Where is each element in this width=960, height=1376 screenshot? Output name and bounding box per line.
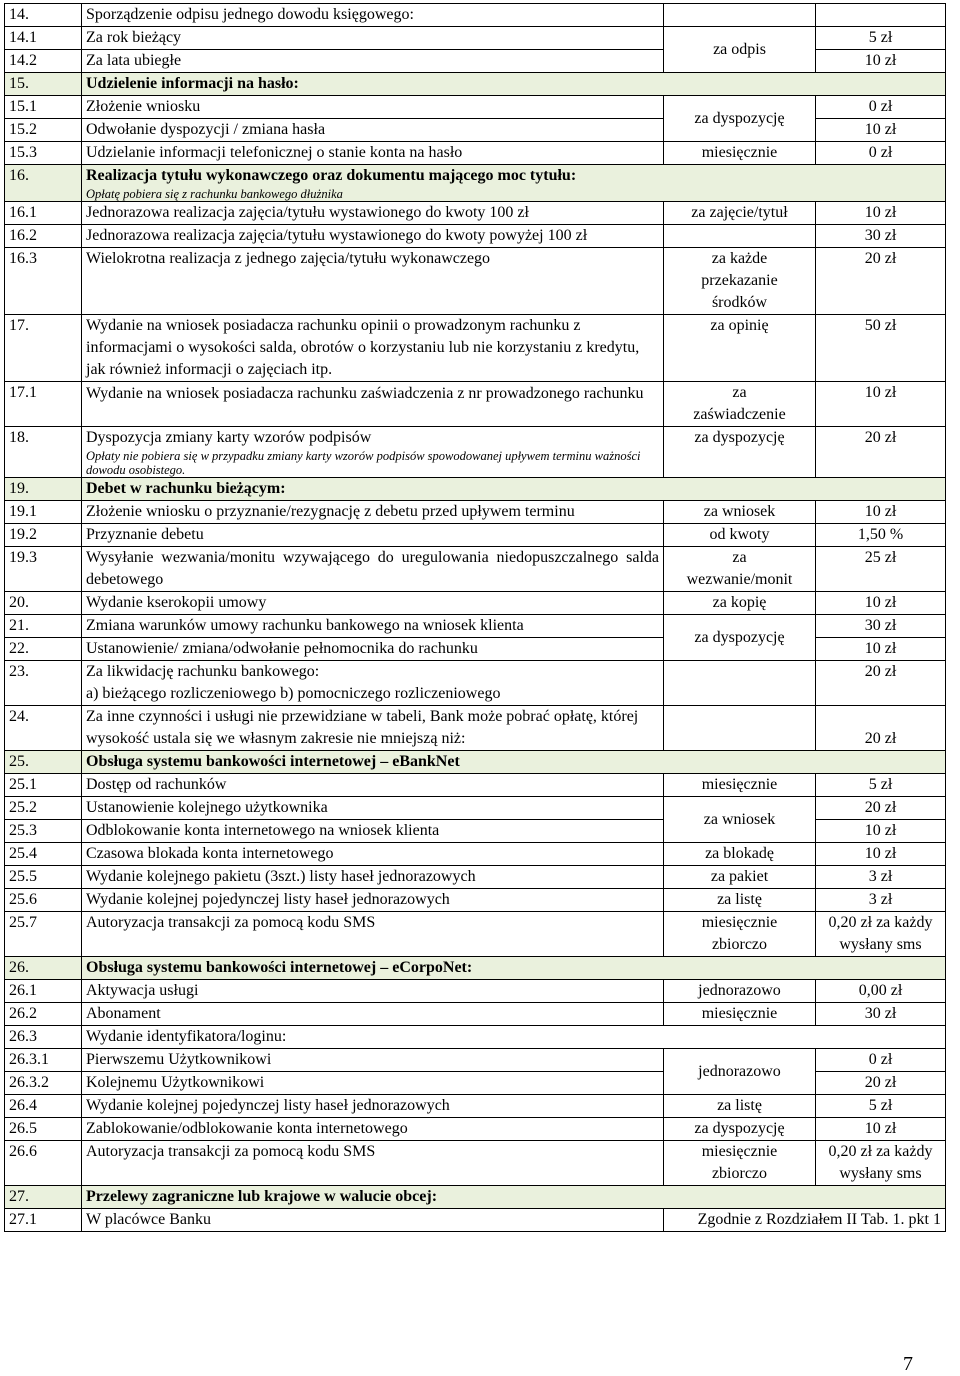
item-description: Za rok bieżący	[82, 27, 664, 50]
item-number: 14.	[5, 4, 82, 27]
item-number: 14.2	[5, 50, 82, 73]
item-fee: 3 zł	[816, 889, 946, 912]
item-number: 18.	[5, 427, 82, 478]
item-fee: 10 zł	[816, 501, 946, 524]
item-number: 23.	[5, 661, 82, 706]
table-row	[5, 501, 946, 524]
item-description: Jednorazowa realizacja zajęcia/tytułu wystawionego do kwoty powyżej 100 zł	[82, 225, 664, 248]
item-fee: 30 zł	[816, 615, 946, 638]
table-row	[5, 889, 946, 912]
item-number: 25.3	[5, 820, 82, 843]
item-unit: za opinię	[664, 315, 816, 382]
item-description: W placówce Banku	[82, 1209, 664, 1232]
item-unit: za dyspozycję	[664, 96, 816, 142]
item-fee: 20 zł	[816, 797, 946, 820]
item-unit: za zajęcie/tytuł	[664, 202, 816, 225]
item-number: 27.	[5, 1186, 82, 1209]
item-fee: 30 zł	[816, 225, 946, 248]
item-fee: 0,20 zł za każdy wysłany sms	[816, 1141, 946, 1186]
item-description: Aktywacja usługi	[82, 980, 664, 1003]
item-number: 16.2	[5, 225, 82, 248]
item-fee: 5 zł	[816, 774, 946, 797]
item-unit: za dyspozycję	[664, 1118, 816, 1141]
item-number: 15.1	[5, 96, 82, 119]
item-number: 14.1	[5, 27, 82, 50]
item-unit: miesięcznie zbiorczo	[664, 912, 816, 957]
item-number: 19.2	[5, 524, 82, 547]
item-description-sub: a) bieżącego rozliczeniowego b) pomocniczego rozliczeniowego	[86, 685, 501, 702]
item-number: 21.	[5, 615, 82, 638]
item-number: 25.1	[5, 774, 82, 797]
fee-table	[4, 3, 946, 1232]
item-description: Udzielanie informacji telefonicznej o stanie konta na hasło	[82, 142, 664, 165]
item-fee: 30 zł	[816, 1003, 946, 1026]
item-unit: miesięcznie	[664, 1003, 816, 1026]
table-row	[5, 1026, 946, 1049]
table-row	[5, 706, 946, 751]
section-header-row	[5, 165, 946, 202]
item-fee: 0 zł	[816, 96, 946, 119]
item-fee: 5 zł	[816, 27, 946, 50]
table-row	[5, 912, 946, 957]
item-description: Kolejnemu Użytkownikowi	[82, 1072, 664, 1095]
item-fee: 0 zł	[816, 1049, 946, 1072]
item-number: 15.3	[5, 142, 82, 165]
item-number: 19.	[5, 478, 82, 501]
item-description: Czasowa blokada konta internetowego	[82, 843, 664, 866]
item-description: Pierwszemu Użytkownikowi	[82, 1049, 664, 1072]
table-row	[5, 27, 946, 50]
table-row	[5, 1141, 946, 1186]
item-unit: za listę	[664, 889, 816, 912]
item-fee: 10 zł	[816, 592, 946, 615]
item-description-text: Dyspozycja zmiany karty wzorów podpisów	[86, 429, 372, 446]
item-number: 25.4	[5, 843, 82, 866]
item-fee: 10 zł	[816, 119, 946, 142]
item-number: 20.	[5, 592, 82, 615]
item-description: Za inne czynności i usługi nie przewidziane w tabeli, Bank może pobrać opłatę, której wysokość ustala się we własnym zakresie nie mniejszą niż:	[82, 706, 664, 751]
item-number: 26.3.1	[5, 1049, 82, 1072]
section-header-row	[5, 957, 946, 980]
table-row	[5, 248, 946, 315]
table-row	[5, 202, 946, 225]
item-description: Ustanowienie kolejnego użytkownika	[82, 797, 664, 820]
item-unit: za zaświadczenie	[664, 382, 816, 427]
item-unit: za dyspozycję	[664, 615, 816, 661]
table-row	[5, 797, 946, 820]
item-number: 26.4	[5, 1095, 82, 1118]
item-unit: za wniosek	[664, 501, 816, 524]
item-unit: za listę	[664, 1095, 816, 1118]
item-description: Wydanie kolejnej pojedynczej listy haseł jednorazowych	[82, 889, 664, 912]
item-description: Dostęp od rachunków	[82, 774, 664, 797]
item-number: 25.2	[5, 797, 82, 820]
item-number: 26.	[5, 957, 82, 980]
item-unit: jednorazowo	[664, 980, 816, 1003]
item-fee: 10 zł	[816, 1118, 946, 1141]
item-description: Wydanie kolejnego pakietu (3szt.) listy haseł jednorazowych	[82, 866, 664, 889]
item-number: 17.1	[5, 382, 82, 427]
item-unit: za wniosek	[664, 797, 816, 843]
item-number: 26.6	[5, 1141, 82, 1186]
item-unit: za wezwanie/monit	[664, 547, 816, 592]
table-row	[5, 142, 946, 165]
item-description: Wydanie kserokopii umowy	[82, 592, 664, 615]
section-header-row	[5, 1186, 946, 1209]
item-number: 25.6	[5, 889, 82, 912]
table-row	[5, 661, 946, 706]
item-description: Ustanowienie/ zmiana/odwołanie pełnomocnika do rachunku	[82, 638, 664, 661]
item-number: 16.3	[5, 248, 82, 315]
item-fee: 5 zł	[816, 1095, 946, 1118]
item-number: 26.5	[5, 1118, 82, 1141]
item-fee: 0,20 zł za każdy wysłany sms	[816, 912, 946, 957]
table-row	[5, 1118, 946, 1141]
item-description: Autoryzacja transakcji za pomocą kodu SMS	[82, 1141, 664, 1186]
table-row	[5, 4, 946, 27]
item-number: 15.2	[5, 119, 82, 142]
item-number: 22.	[5, 638, 82, 661]
table-row	[5, 980, 946, 1003]
item-description: Wydanie identyfikatora/loginu:	[82, 1026, 946, 1049]
item-number: 27.1	[5, 1209, 82, 1232]
page-number: 7	[903, 1353, 913, 1375]
item-number: 19.3	[5, 547, 82, 592]
item-unit: za pakiet	[664, 866, 816, 889]
table-row	[5, 315, 946, 382]
item-description: Zmiana warunków umowy rachunku bankowego na wniosek klienta	[82, 615, 664, 638]
item-description: Odblokowanie konta internetowego na wniosek klienta	[82, 820, 664, 843]
item-number: 15.	[5, 73, 82, 96]
item-unit: za każde przekazanie środków	[664, 248, 816, 315]
item-number: 16.1	[5, 202, 82, 225]
item-number: 25.7	[5, 912, 82, 957]
item-description: Odwołanie dyspozycji / zmiana hasła	[82, 119, 664, 142]
item-unit: za kopię	[664, 592, 816, 615]
item-description: Autoryzacja transakcji za pomocą kodu SMS	[82, 912, 664, 957]
item-description: Zablokowanie/odblokowanie konta internetowego	[82, 1118, 664, 1141]
table-row	[5, 866, 946, 889]
table-row	[5, 1003, 946, 1026]
item-description	[82, 427, 664, 478]
section-header-row	[5, 478, 946, 501]
item-description-text: Za likwidację rachunku bankowego:	[86, 663, 320, 680]
item-unit	[664, 706, 816, 751]
item-unit: jednorazowo	[664, 1049, 816, 1095]
item-unit: miesięcznie	[664, 774, 816, 797]
section-note: Opłatę pobiera się z rachunku bankowego dłużnika	[86, 187, 343, 201]
item-unit: miesięcznie	[664, 142, 816, 165]
section-title-text: Realizacja tytułu wykonawczego oraz dokumentu mającego moc tytułu:	[86, 167, 577, 184]
item-description: Wydanie na wniosek posiadacza rachunku opinii o prowadzonym rachunku z informacjami o wysokości salda, obrotów o korzystaniu lub nie korzystaniu z kredytu, jak również informacji o zajęciach itp.	[82, 315, 664, 382]
item-fee: 20 zł	[816, 706, 946, 751]
item-number: 26.3	[5, 1026, 82, 1049]
item-description: Złożenie wniosku o przyznanie/rezygnację z debetu przed upływem terminu	[82, 501, 664, 524]
table-row	[5, 1049, 946, 1072]
item-unit: za blokadę	[664, 843, 816, 866]
item-unit	[664, 225, 816, 248]
table-row	[5, 382, 946, 427]
item-fee: 20 zł	[816, 248, 946, 315]
item-unit: od kwoty	[664, 524, 816, 547]
table-row	[5, 592, 946, 615]
item-fee: 10 zł	[816, 820, 946, 843]
section-title: Debet w rachunku bieżącym:	[82, 478, 946, 501]
item-description: Przyznanie debetu	[82, 524, 664, 547]
item-fee: 20 zł	[816, 427, 946, 478]
item-number: 26.2	[5, 1003, 82, 1026]
table-row	[5, 524, 946, 547]
item-number: 17.	[5, 315, 82, 382]
item-fee: 10 zł	[816, 382, 946, 427]
item-number: 16.	[5, 165, 82, 202]
item-number: 25.	[5, 751, 82, 774]
item-unit: za odpis	[664, 27, 816, 73]
item-description: Wielokrotna realizacja z jednego zajęcia/tytułu wykonawczego	[82, 248, 664, 315]
item-description: Wydanie kolejnej pojedynczej listy haseł jednorazowych	[82, 1095, 664, 1118]
table-row	[5, 1095, 946, 1118]
item-fee: 10 zł	[816, 202, 946, 225]
item-note: Opłaty nie pobiera się w przypadku zmiany karty wzorów podpisów spowodowanej upływem terminu ważności dowodu osobistego.	[86, 449, 641, 477]
item-description: Złożenie wniosku	[82, 96, 664, 119]
item-description: Abonament	[82, 1003, 664, 1026]
section-header-row	[5, 73, 946, 96]
item-fee: 10 zł	[816, 50, 946, 73]
section-title: Obsługa systemu bankowości internetowej – eBankNet	[82, 751, 946, 774]
item-fee: 3 zł	[816, 866, 946, 889]
item-description: Wysyłanie wezwania/monitu wzywającego do uregulowania niedopuszczalnego salda debetowego	[82, 547, 664, 592]
item-unit	[664, 4, 816, 27]
item-fee: 50 zł	[816, 315, 946, 382]
item-unit	[664, 661, 816, 706]
item-fee: 20 zł	[816, 1072, 946, 1095]
section-title	[82, 165, 946, 202]
item-number: 24.	[5, 706, 82, 751]
item-unit-fee: Zgodnie z Rozdziałem II Tab. 1. pkt 1	[664, 1209, 946, 1232]
item-number: 19.1	[5, 501, 82, 524]
table-row	[5, 615, 946, 638]
table-row	[5, 225, 946, 248]
item-fee: 1,50 %	[816, 524, 946, 547]
item-number: 26.3.2	[5, 1072, 82, 1095]
item-unit: za dyspozycję	[664, 427, 816, 478]
item-fee	[816, 4, 946, 27]
section-title: Udzielenie informacji na hasło:	[82, 73, 946, 96]
table-row	[5, 547, 946, 592]
section-title: Przelewy zagraniczne lub krajowe w walucie obcej:	[82, 1186, 946, 1209]
table-row	[5, 774, 946, 797]
item-fee: 10 zł	[816, 638, 946, 661]
item-fee: 0,00 zł	[816, 980, 946, 1003]
item-fee: 20 zł	[816, 661, 946, 706]
item-description: Wydanie na wniosek posiadacza rachunku zaświadczenia z nr prowadzonego rachunku	[82, 382, 664, 427]
item-description	[82, 661, 664, 706]
table-row	[5, 427, 946, 478]
item-description: Sporządzenie odpisu jednego dowodu księgowego:	[82, 4, 664, 27]
section-header-row	[5, 751, 946, 774]
section-title: Obsługa systemu bankowości internetowej – eCorpoNet:	[82, 957, 946, 980]
table-row	[5, 843, 946, 866]
item-unit: miesięcznie zbiorczo	[664, 1141, 816, 1186]
item-fee: 10 zł	[816, 843, 946, 866]
item-fee: 25 zł	[816, 547, 946, 592]
table-row	[5, 96, 946, 119]
item-fee: 0 zł	[816, 142, 946, 165]
table-row	[5, 1209, 946, 1232]
item-number: 25.5	[5, 866, 82, 889]
item-description: Jednorazowa realizacja zajęcia/tytułu wystawionego do kwoty 100 zł	[82, 202, 664, 225]
item-number: 26.1	[5, 980, 82, 1003]
item-description: Za lata ubiegłe	[82, 50, 664, 73]
